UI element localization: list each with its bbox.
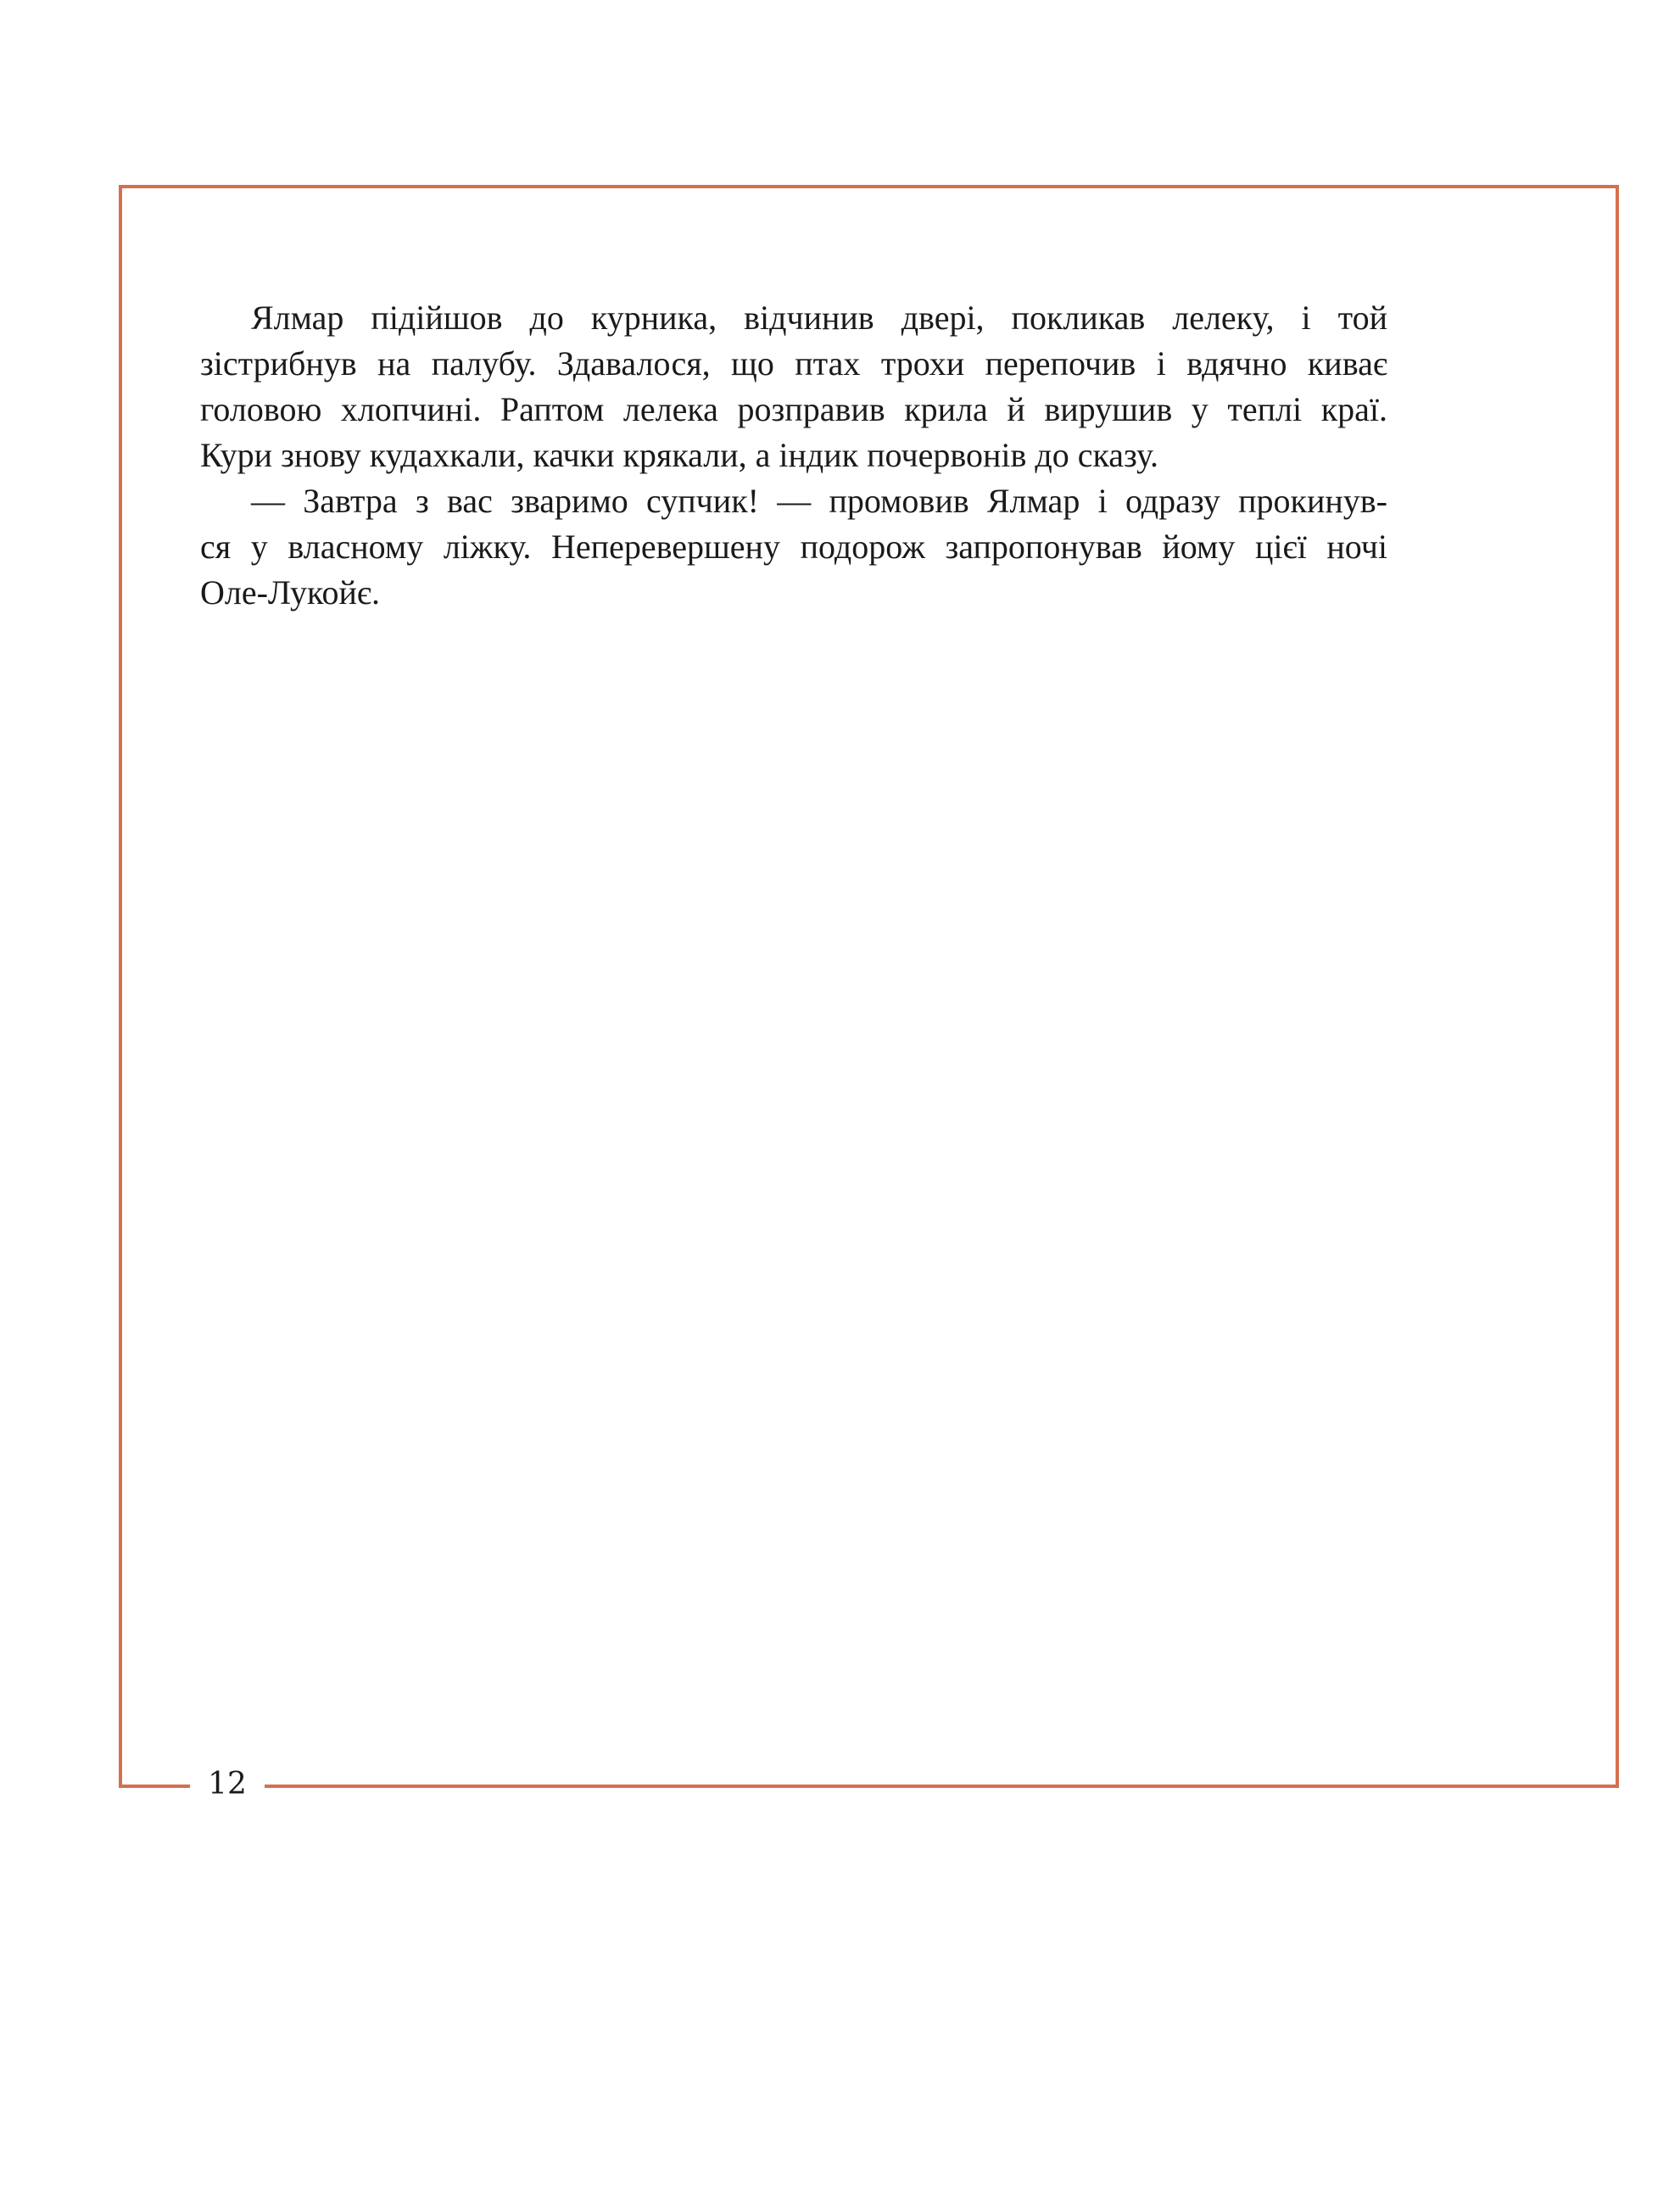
text-line: Оле-Лукойє. [200, 573, 381, 612]
page-frame-right-border [1616, 185, 1619, 1788]
story-text [200, 295, 1387, 616]
text-line: ся у власному ліжку. Неперевершену подорож запропонував йому цієї ночі [200, 528, 1387, 566]
text-line: Ялмар підійшов до курника, відчинив двері, покликав лелеку, і той [251, 299, 1387, 337]
page-frame-bottom-border-left [119, 1785, 190, 1788]
text-line: зістрибнув на палубу. Здавалося, що птах трохи перепочив і вдячно киває [200, 344, 1387, 383]
page-frame-left-border [119, 185, 122, 1788]
paragraph-1 [200, 295, 1387, 478]
text-line: Кури знову кудахкали, качки крякали, а індик почервонів до сказу. [200, 436, 1158, 474]
paragraph-2 [200, 478, 1387, 616]
page-number: 12 [208, 1767, 247, 1801]
text-line: головою хлопчині. Раптом лелека розправив крила й вирушив у теплі краї. [200, 390, 1387, 428]
page-frame-bottom-border-right [265, 1785, 1619, 1788]
page-frame-top-border [119, 185, 1619, 188]
text-line: — Завтра з вас зваримо супчик! — промовив Ялмар і одразу прокинув- [251, 482, 1387, 520]
